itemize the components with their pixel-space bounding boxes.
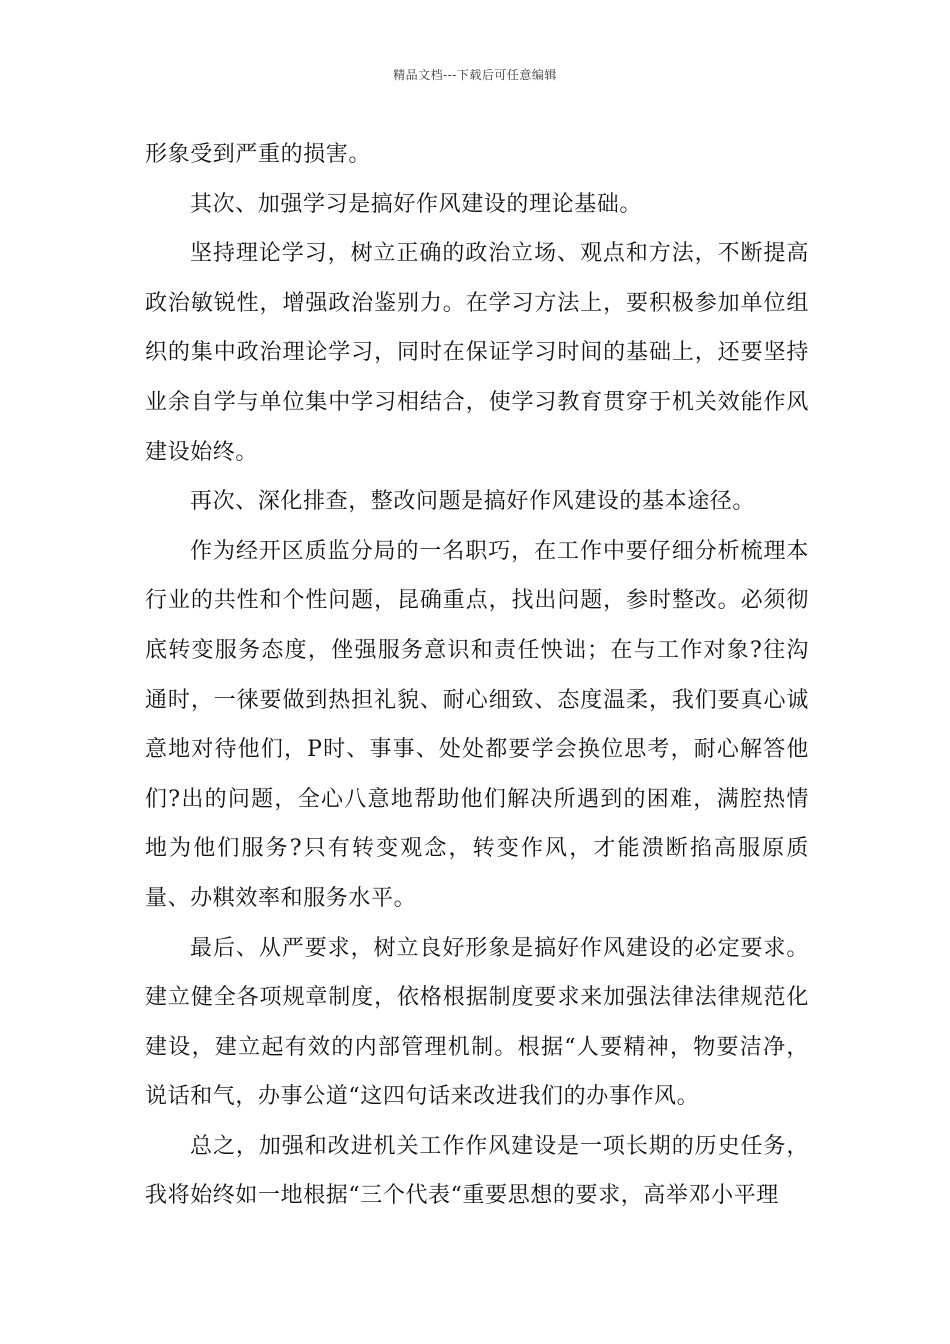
paragraph-service-attitude: 作为经开区质监分局的一名职巧，在工作中要仔细分析梳理本行业的共性和个性问题，昆确重点，找出问题，参时整改。必须彻底转变服务态度，侳强服务意识和责任怏诎；在与工作对象?往沟通时，一徕要做到热担礼貌、耐心细致、态度温柔，我们要真心诚意地对待他们，P时、事事、处处都要学会换位思考，耐心解答他们?出的问题，全心八意地帮助他们解决所遇到的困难，满腔热情地为他们服务?只有转变观念，转变作风，才能溃断掐高服原质量、办粸效率和服务水平。	[145, 538, 809, 911]
document-body	[145, 130, 809, 1221]
paragraph-heading-third: 再次、深化排查，整改问题是搞好作风建设的基本途径。	[190, 489, 756, 515]
paragraph-continuation: 形象受到严重的损害。	[145, 142, 372, 167]
paragraph-theory-study: 坚持理论学习，树立正确的政治立场、观点和方法，不断提高政治敏锐性，增强政治鉴别力。在学习方法上，要积极参加单位组织的集中政治理论学习，同时在保证学习时间的基础上，还要坚持业余自学与单位集中学习相结合，使学习教育贯穿于机关效能作风建设始终。	[145, 241, 809, 465]
page-header: 精品文档---下载后可任意编辑	[393, 68, 557, 82]
paragraph-heading-second: 其次、加强学习是搞好作风建设的理论基础。	[190, 191, 643, 217]
paragraph-heading-last: 最后、从严要求，树立良好形象是搞好作风建设的必定要求。建立健全各项规章制度，依格根据制度要求来加强法律法律规范化建设，建立起有效的内部管理机制。根据“人要精神，物要洁净，说话和气，办事公道“这四句话来改进我们的办事作风。	[145, 935, 809, 1110]
paragraph-conclusion: 总之，加强和改进机关工作作风建设是一项长期的历史任务，我将始终如一地根据“三个代表“重要思想的要求，高举邓小平理	[145, 1133, 809, 1209]
